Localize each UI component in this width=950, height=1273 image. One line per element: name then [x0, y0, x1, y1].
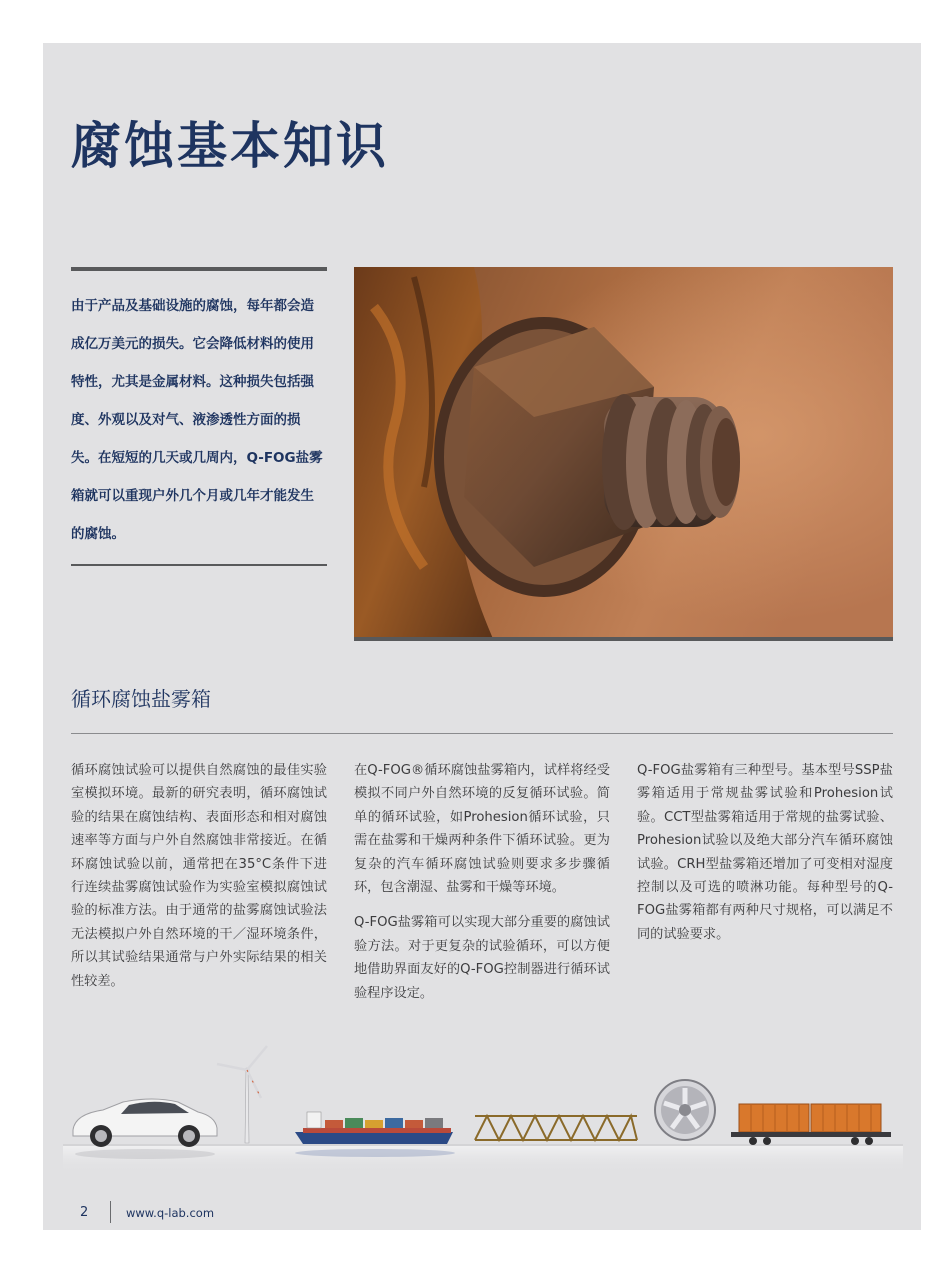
col3-paragraph: Q-FOG盐雾箱有三种型号。基本型号SSP盐雾箱适用于常规盐雾试验和Prohesion试验。CCT型盐雾箱适用于常规的盐雾试验、Prohesion试验以及绝大部分汽车循环腐蚀试验。CRH型盐雾箱还增加了可变相对湿度控制以及可选的喷淋功能。每种型号的Q-FOG盐雾箱都有两种尺寸规格，可以满足不同的试验要求。 — [637, 763, 893, 942]
intro-text: 由于产品及基础设施的腐蚀，每年都会造成亿万美元的损失。它会降低材料的使用特性，尤其是金属材料。这种损失包括强度、外观以及对气、液渗透性方面的损失。在短短的几天或几周内，Q-FOG盐雾箱就可以重现户外几个月或几年才能发生的腐蚀。 — [71, 298, 323, 542]
col1-paragraph: 循环腐蚀试验可以提供自然腐蚀的最佳实验室模拟环境。最新的研究表明，循环腐蚀试验的结果在腐蚀结构、表面形态和相对腐蚀速率等方面与户外自然腐蚀非常接近。在循环腐蚀试验以前，通常把在35°C条件下进行连续盐雾腐蚀试验作为实验室模拟腐蚀试验的标准方法。由于通常的盐雾腐蚀试验法无法模拟户外自然环境的干／湿环境条件，所以其试验结果通常与户外实际结果的相关性较差。 — [71, 763, 327, 989]
col2-paragraph-1: 在Q-FOG®循环腐蚀盐雾箱内，试样将经受模拟不同户外自然环境的反复循环试验。简单的循环试验，如Prohesion循环试验，只需在盐雾和干燥两种条件下循环试验。更为复杂的汽车循环腐蚀试验则要求多步骤循环，包含潮湿、盐雾和干燥等环境。 — [354, 763, 610, 896]
wheel-rim-icon — [655, 1080, 715, 1140]
page-number: 2 — [80, 1205, 89, 1220]
freight-railcar-icon — [731, 1104, 891, 1145]
section-title: 循环腐蚀盐雾箱 — [71, 687, 211, 711]
industry-illustration-strip — [63, 1038, 903, 1173]
footer-divider — [110, 1201, 111, 1223]
wind-turbine-icon — [217, 1046, 267, 1143]
text-column-3 — [637, 759, 893, 958]
col2-paragraph-2: Q-FOG盐雾箱可以实现大部分重要的腐蚀试验方法。对于更复杂的试验循环，可以方便地借助界面友好的Q-FOG控制器进行循环试验程序设定。 — [354, 915, 610, 1001]
text-column-2 — [354, 759, 610, 1017]
bridge-truss-icon — [475, 1116, 637, 1140]
intro-top-rule — [71, 267, 327, 271]
rusty-bolt-photo — [354, 267, 893, 641]
intro-bottom-rule — [71, 564, 327, 566]
page-title: 腐蚀基本知识 — [71, 117, 389, 175]
section-rule — [71, 733, 893, 734]
text-column-1 — [71, 759, 327, 1005]
website-link[interactable]: www.q-lab.com — [126, 1206, 215, 1220]
cargo-ship-icon — [295, 1112, 455, 1157]
page-panel — [43, 43, 921, 1230]
photo-bottom-rule — [354, 637, 893, 641]
